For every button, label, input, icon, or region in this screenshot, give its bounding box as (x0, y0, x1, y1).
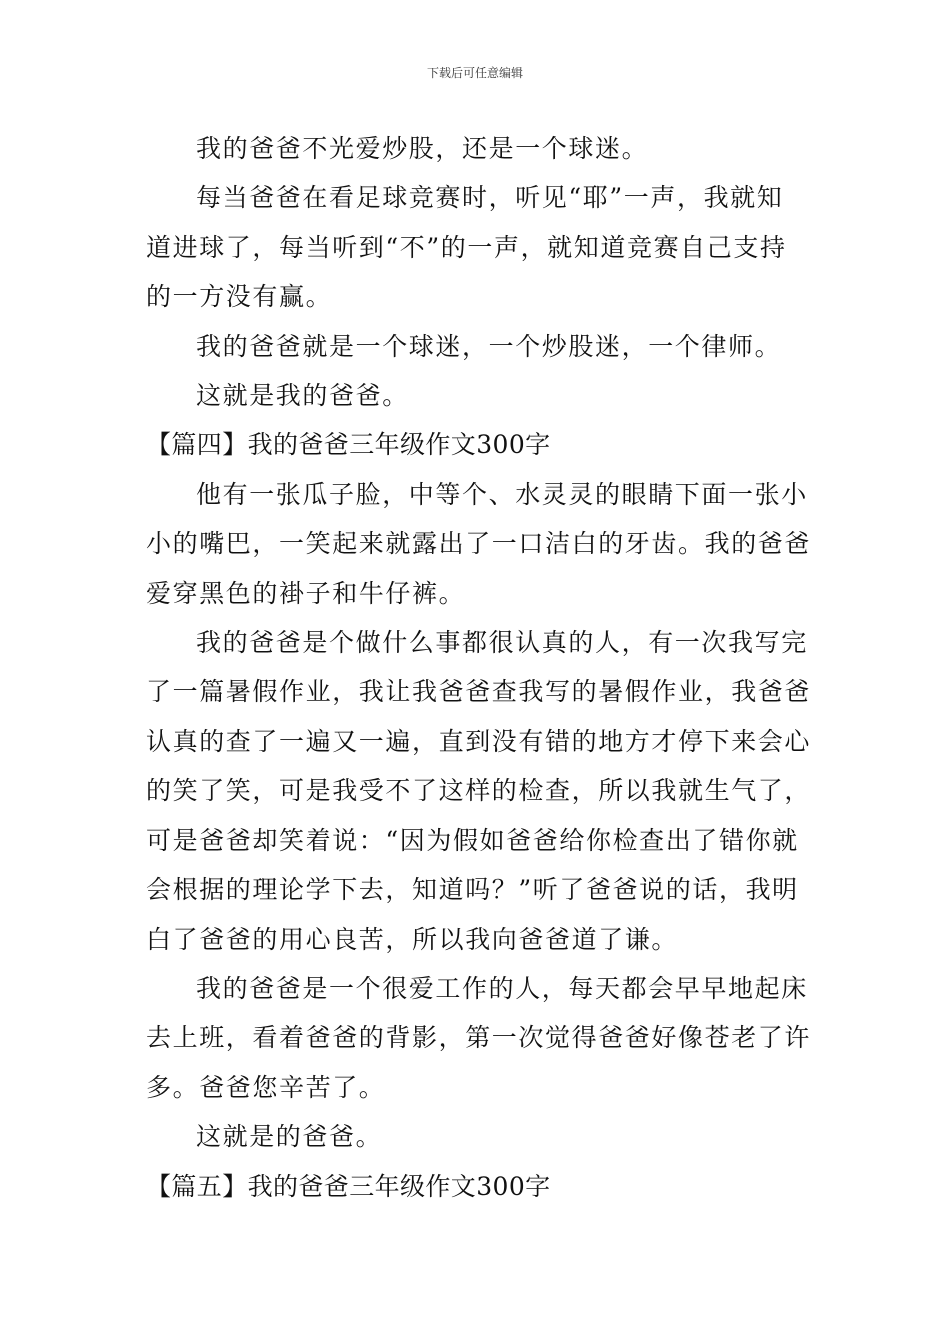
text-line: 去上班，看着爸爸的背影，第一次觉得爸爸好像苍老了许 (146, 1023, 812, 1053)
text-line: 白了爸爸的用心良苦，所以我向爸爸道了谦。 (146, 924, 679, 954)
text-line: 了一篇暑假作业，我让我爸爸查我写的暑假作业，我爸爸 (146, 677, 812, 707)
paragraph (146, 124, 816, 173)
section-heading-5 (146, 1162, 816, 1211)
text-line: 我的爸爸是一个很爱工作的人，每天都会早早地起床 (196, 973, 808, 1003)
text-line: 道进球了，每当听到“不”的一声，就知道竞赛自己支持 (146, 232, 787, 262)
text-line: 认真的查了一遍又一遍，直到没有错的地方才停下来会心 (146, 726, 812, 756)
text-line: 多。爸爸您辛苦了。 (146, 1072, 386, 1102)
text-line: 我的爸爸就是一个球迷，一个炒股迷，一个律师。 (196, 331, 782, 361)
text-line: 可是爸爸却笑着说：“因为假如爸爸给你检查出了错你就 (146, 825, 799, 855)
paragraph (146, 470, 816, 618)
text-line: 的一方没有赢。 (146, 282, 333, 312)
heading-text: 【篇四】我的爸爸三年级作文300字 (146, 430, 551, 460)
document-body (146, 124, 816, 1211)
paragraph (146, 322, 816, 371)
paragraph (146, 371, 816, 420)
section-heading-4 (146, 420, 816, 469)
heading-text: 【篇五】我的爸爸三年级作文300字 (146, 1171, 551, 1201)
text-line: 这就是我的爸爸。 (196, 381, 409, 411)
text-line: 会根据的理论学下去，知道吗？”听了爸爸说的话，我明 (146, 875, 799, 905)
paragraph (146, 1112, 816, 1161)
paragraph (146, 618, 816, 964)
paragraph (146, 173, 816, 321)
text-line: 我的爸爸不光爱炒股，还是一个球迷。 (196, 134, 649, 163)
page-header-note: 下载后可任意编辑 (426, 66, 523, 80)
text-line: 爱穿黑色的褂子和牛仔裤。 (146, 578, 466, 608)
text-line: 每当爸爸在看足球竞赛时，听见“耶”一声，我就知 (196, 183, 784, 213)
paragraph (146, 964, 816, 1112)
text-line: 这就是的爸爸。 (196, 1122, 383, 1152)
text-line: 的笑了笑，可是我受不了这样的检查，所以我就生气了， (146, 776, 812, 806)
text-line: 我的爸爸是个做什么事都很认真的人，有一次我写完 (196, 628, 808, 658)
text-line: 他有一张瓜子脸，中等个、水灵灵的眼睛下面一张小 (196, 479, 808, 509)
text-line: 小的嘴巴，一笑起来就露出了一口洁白的牙齿。我的爸爸 (146, 529, 812, 559)
